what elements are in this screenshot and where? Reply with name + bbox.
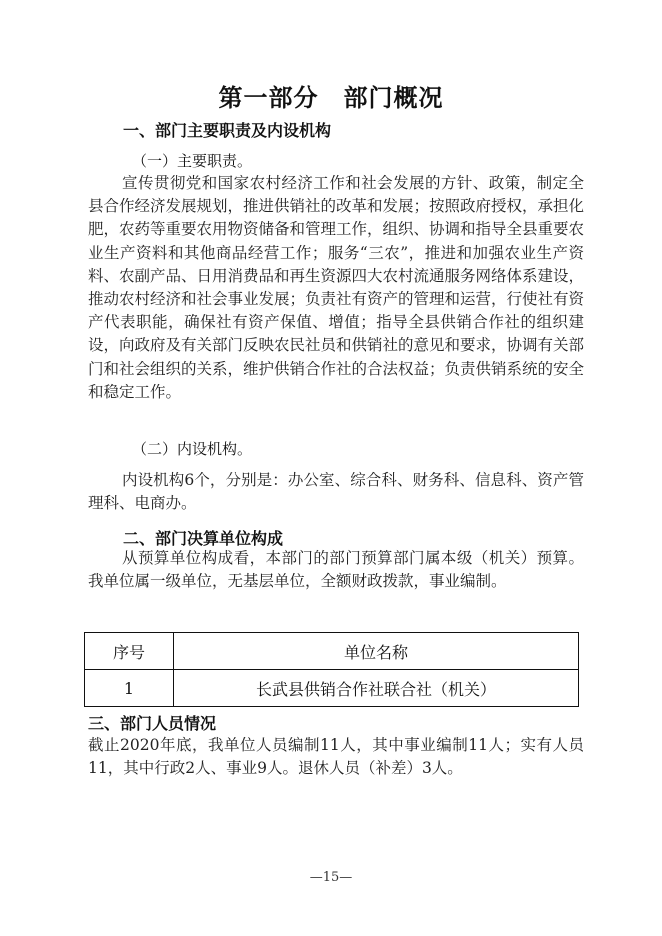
page-number: —15— xyxy=(309,870,353,885)
units-paragraph: 从预算单位构成看，本部门的部门预算部门属本级（机关）预算。我单位属一级单位，无基层单位，全额财政拨款，事业编制。 xyxy=(88,549,584,591)
units-table xyxy=(84,632,579,707)
staff-paragraph: 截止2020年底，我单位人员编制11人，其中事业编制11人；实有人员11，其中行政2人、事业9人。退休人员（补差）3人。 xyxy=(88,736,584,778)
subsection-heading-internal-units: （二）内设机构。 xyxy=(132,440,253,458)
duties-paragraph: 宣传贯彻党和国家农村经济工作和社会发展的方针、政策，制定全县合作经济发展规划，推进供销社的改革和发展；按照政府授权，承担化肥，农药等重要农用物资储备和管理工作，组织、协调和指导全县重要农业生产资料和其他商品经营工作；服务“三农”，推进和加强农业生产资料、农副产品、日用消费品和再生资源四大农村流通服务网络体系建设，推动农村经济和社会事业发展；负责社有资产的管理和运营，行使社有资产代表职能，确保社有资产保值、增值；指导全县供销合作社的组织建设，向政府及有关部门反映农民社员和供销社的意见和要求，协调有关部门和社会组织的关系，维护供销合作社的合法权益；负责供销系统的安全和稳定工作。 xyxy=(88,174,585,401)
page-title: 第一部分 部门概况 xyxy=(218,84,444,112)
subsection-heading-main-duties: （一）主要职责。 xyxy=(132,152,253,170)
section-heading-units: 二、部门决算单位构成 xyxy=(123,529,284,548)
section-heading-duties: 一、部门主要职责及内设机构 xyxy=(123,121,332,140)
table-row xyxy=(85,670,579,707)
section-heading-staff: 三、部门人员情况 xyxy=(88,714,217,733)
internal-units-paragraph: 内设机构6个，分别是：办公室、综合科、财务科、信息科、资产管理科、电商办。 xyxy=(88,471,584,513)
table-cell: 1 xyxy=(85,670,174,707)
table-header-cell: 序号 xyxy=(85,633,174,670)
table-header-cell: 单位名称 xyxy=(174,633,579,670)
table-cell: 长武县供销合作社联合社（机关） xyxy=(174,670,579,707)
table-header-row xyxy=(85,633,579,670)
